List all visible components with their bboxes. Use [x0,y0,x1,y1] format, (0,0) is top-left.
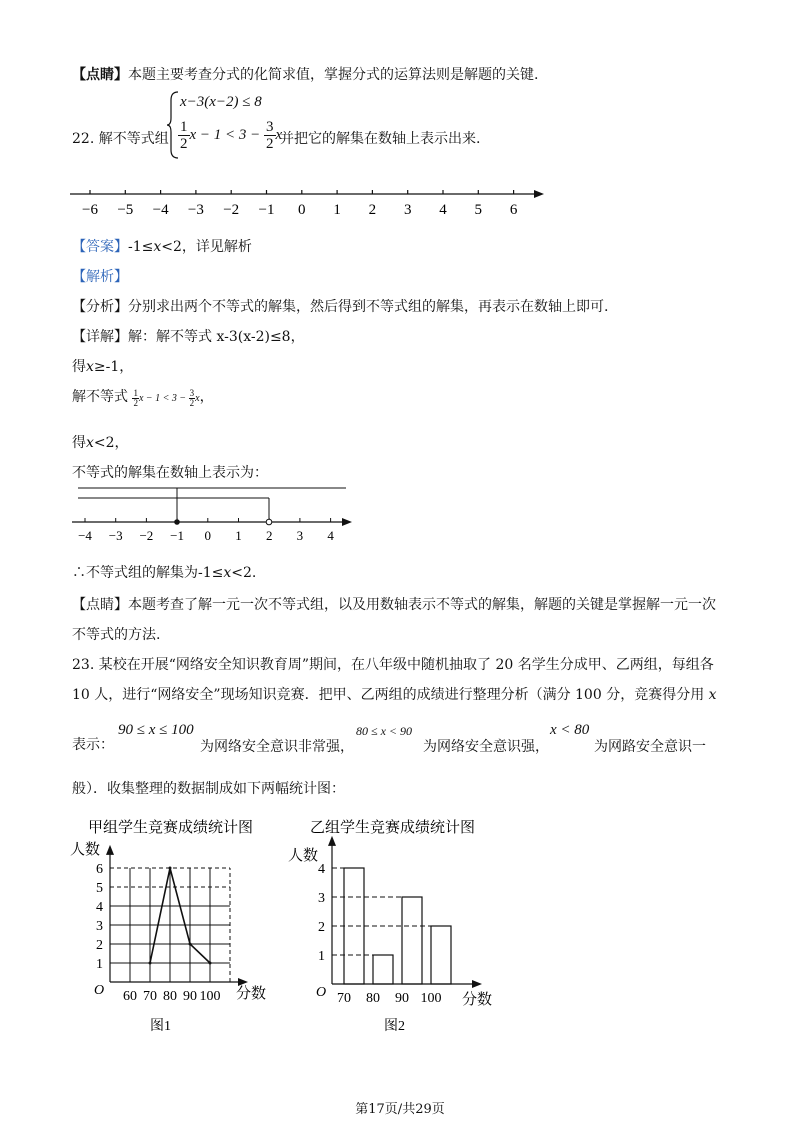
chart-2-x-tick-label: 90 [395,991,409,1006]
chart-1-x-tick-label: 100 [199,989,221,1004]
chart-2-x-tick-label: 100 [420,991,442,1006]
chart-1-point [169,867,172,870]
q22-inequality-2: $\frac{1}{2}$ x − 1 < 3 − $\frac{3}{2}$ x [180,119,283,152]
chart-2-origin: O [316,985,327,1000]
q23-line-1: 23. 某校在开展“网络安全知识教育周”期间，在八年级中随机抽取了 20 名学生分成甲、乙两组，每组各 [72,657,714,673]
chart-1-y-arrow [106,845,114,855]
nl1-tick-label: 5 [474,202,483,218]
q22-prefix: 22. 解不等式组 [72,131,169,147]
step-4: 不等式的解集在数轴上表示为： [72,465,268,481]
chart-2-xlabel: 分数 [462,992,493,1008]
step-1: 得x≥-1， [72,359,134,375]
chart-1-point [149,962,152,965]
chart-1-y-tick-label: 3 [96,919,103,934]
chart-2-bar [402,897,422,984]
nl1-tick-label: 2 [368,202,377,218]
chart-2-y-tick-label: 4 [318,862,325,877]
hollow-point [266,519,272,525]
chart-2-title: 乙组学生竞赛成绩统计图 [310,820,476,836]
nl1-tick-label: −2 [223,202,240,218]
q22-suffix: 并把它的解集在数轴上表示出来. [280,131,481,147]
chart-1-point [209,962,212,965]
chart-1-point [189,943,192,946]
cond-1-text: 为网络安全意识非常强， [200,739,354,755]
nl1-tick-label: 0 [298,202,306,218]
chart-1-x-tick-label: 90 [183,989,197,1004]
cond-3: x < 80 [550,722,590,738]
chart-1-y-tick-label: 5 [96,881,103,896]
cond-2-text: 为网络安全意识强， [423,739,549,755]
nl2-tick-label: −3 [108,528,123,543]
chart-1-y-tick-label: 6 [96,862,103,877]
chart-1-y-tick-label: 4 [96,900,103,915]
nl1-tick-label: −3 [187,202,204,218]
chart-1-title: 甲组学生竞赛成绩统计图 [88,820,254,836]
xiangjie-line: 【详解】解：解不等式 x-3(x-2)≤8， [72,329,305,345]
step-2: 解不等式 $\frac{1}{2}$ x − 1 < 3 − $\frac{3}{2}$ x， [72,388,214,409]
nl1-tick-label: 4 [439,202,447,218]
dianjing-paragraph-2: 【点睛】本题考查了解一元一次不等式组，以及用数轴表示不等式的解集，解题的关键是掌握解一元一次 [72,597,716,613]
chart-2-x-tick-label: 70 [337,991,351,1006]
chart-1-y-tick-label: 1 [96,957,103,972]
q22-inequality-1: x−3(x−2) ≤ 8 [180,94,262,110]
chart-1-x-tick-label: 60 [123,989,137,1004]
nl1-tick-label: −5 [117,202,134,218]
step-5: ∴不等式组的解集为-1≤x<2. [72,565,257,581]
nl1-tick-label: 6 [509,202,518,218]
chart-1-y-tick-label: 2 [96,938,103,953]
nl2-tick-label: 1 [235,528,242,543]
cond-3-text: 为网路安全意识一 [594,739,706,755]
chart-1-caption: 图1 [150,1019,171,1034]
chart-1-ylabel: 人数 [70,842,101,858]
dianjing-paragraph-2-cont: 不等式的方法. [72,627,161,643]
chart-2-y-tick-label: 2 [318,920,325,935]
q23-line-4: 般）．收集整理的数据制成如下两幅统计图： [72,781,345,797]
dianjing-tag: 【点睛】 [72,67,128,83]
page-footer: 第17页/共29页 [355,1102,445,1117]
chart-1-series-line [150,868,210,963]
chart-1-x-tick-label: 70 [143,989,157,1004]
nl2-tick-label: 3 [296,528,304,543]
chart-2-x-arrow [472,980,482,988]
nl1-tick-label: −4 [152,202,169,218]
nl1-tick-label: 3 [403,202,412,218]
chart-1-x-arrow [238,978,248,986]
chart-1-x-tick-label: 80 [163,989,177,1004]
nl2-tick-label: −1 [170,528,185,543]
number-line-2 [66,480,366,548]
q23-line-2: 10 人，进行“网络安全”现场知识竞赛．把甲、乙两组的成绩进行整理分析（满分 100 分，竞赛得分用 x [72,687,717,703]
chart-1-origin: O [94,983,105,998]
nl2-tick-label: −4 [78,528,92,543]
cond-1: 90 ≤ x ≤ 100 [118,722,194,738]
chart-2-x-tick-label: 80 [366,991,380,1006]
chart-2-y-tick-label: 1 [318,949,325,964]
nl2-tick-label: 0 [204,528,212,543]
chart-1-jia [66,808,319,1048]
nl1-tick-label: −1 [258,202,275,218]
answer-tag: 【答案】 [72,239,128,255]
chart-2-yi [286,808,516,1038]
chart-2-ylabel: 人数 [288,848,319,864]
nl1-tick-label: −6 [82,202,98,218]
nl2-tick-label: −2 [139,528,154,543]
nl2-tick-label: 2 [265,528,273,543]
chart-2-bar [373,955,393,984]
chart-2-y-arrow [328,836,336,846]
solid-point [174,519,180,525]
fenxi-line: 【分析】分别求出两个不等式的解集，然后得到不等式组的解集，再表示在数轴上即可. [72,299,609,315]
chart-2-bar [431,926,451,984]
number-line-1 [60,180,560,220]
step-3: 得x<2， [72,435,129,451]
chart-2-caption: 图2 [384,1019,405,1034]
chart-1-xlabel: 分数 [236,986,267,1002]
answer-line: 【答案】-1≤x<2，详见解析 [72,239,252,255]
cond-2: 80 ≤ x < 90 [356,724,413,738]
nl1-tick-label: 1 [333,202,341,218]
q23-line-3: 表示： [72,737,114,753]
chart-2-y-tick-label: 3 [318,891,325,906]
dianjing-paragraph-1 [72,64,538,84]
jiexi-tag: 【解析】 [72,269,128,285]
dianjing-text: 本题主要考查分式的化简求值，掌握分式的运算法则是解题的关键. [128,67,539,83]
nl2-tick-label: 4 [327,528,334,543]
